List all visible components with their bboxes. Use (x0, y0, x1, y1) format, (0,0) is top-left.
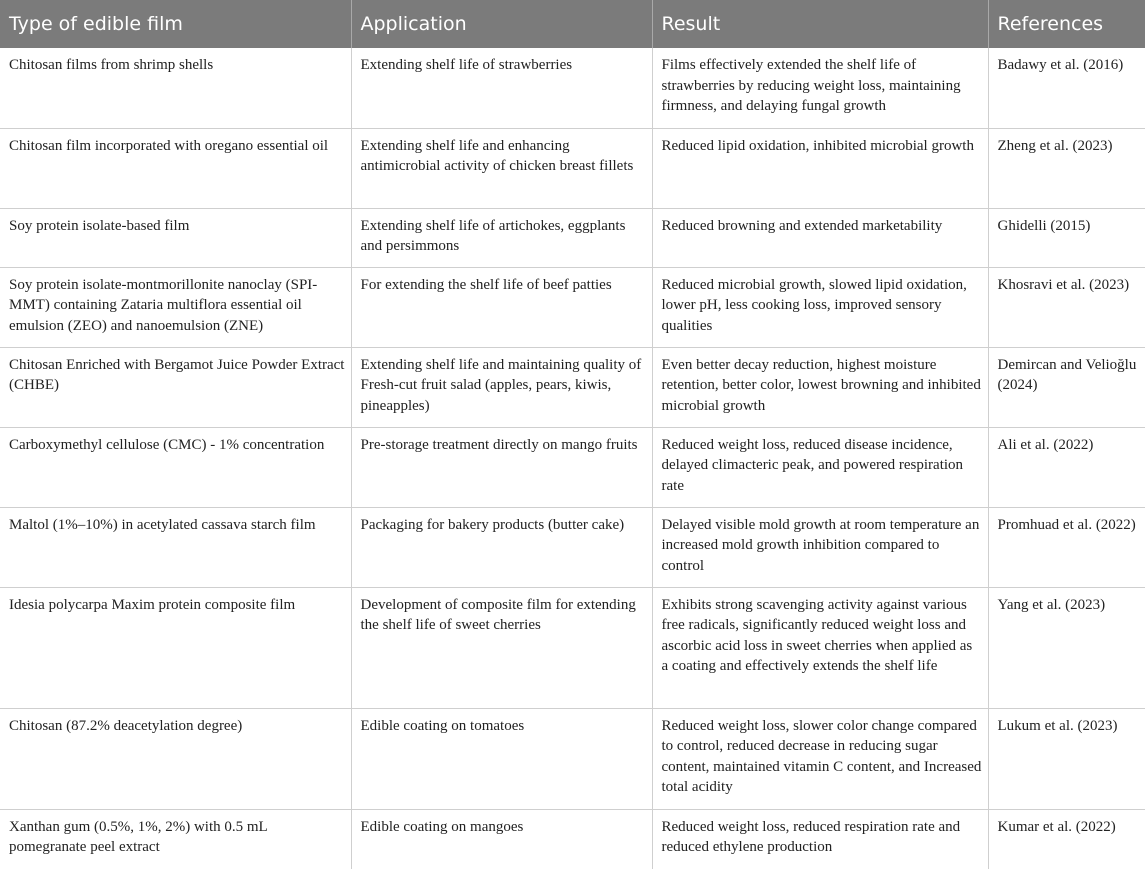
cell-application: Edible coating on mangoes (351, 809, 652, 869)
cell-application: For extending the shelf life of beef patties (351, 267, 652, 347)
cell-type: Maltol (1%–10%) in acetylated cassava starch film (0, 507, 351, 587)
cell-result: Reduced browning and extended marketability (652, 208, 988, 267)
cell-type: Chitosan films from shrimp shells (0, 48, 351, 128)
table-header (0, 0, 1145, 48)
cell-result: Films effectively extended the shelf life of strawberries by reducing weight loss, maintaining firmness, and delaying fungal growth (652, 48, 988, 128)
table-row (0, 507, 1145, 587)
cell-application: Edible coating on tomatoes (351, 708, 652, 809)
cell-type: Chitosan Enriched with Bergamot Juice Powder Extract (CHBE) (0, 347, 351, 427)
table-body (0, 48, 1145, 869)
cell-result: Reduced microbial growth, slowed lipid oxidation, lower pH, less cooking loss, improved sensory qualities (652, 267, 988, 347)
table-row (0, 48, 1145, 128)
cell-application: Pre-storage treatment directly on mango fruits (351, 427, 652, 507)
cell-result: Exhibits strong scavenging activity against various free radicals, significantly reduced weight loss and ascorbic acid loss in sweet cherries when applied as a coating and effectively extends the shelf life (652, 587, 988, 708)
cell-application: Packaging for bakery products (butter cake) (351, 507, 652, 587)
cell-application: Extending shelf life of artichokes, eggplants and persimmons (351, 208, 652, 267)
cell-application: Extending shelf life of strawberries (351, 48, 652, 128)
cell-application: Extending shelf life and maintaining quality of Fresh-cut fruit salad (apples, pears, kiwis, pineapples) (351, 347, 652, 427)
cell-type: Soy protein isolate-montmorillonite nanoclay (SPI-MMT) containing Zataria multiflora essential oil emulsion (ZEO) and nanoemulsion (ZNE) (0, 267, 351, 347)
cell-result: Reduced weight loss, slower color change compared to control, reduced decrease in reducing sugar content, maintained vitamin C content, and Increased total acidity (652, 708, 988, 809)
cell-result: Delayed visible mold growth at room temperature an increased mold growth inhibition compared to control (652, 507, 988, 587)
table-row (0, 587, 1145, 708)
cell-reference: Yang et al. (2023) (988, 587, 1145, 708)
table-row (0, 809, 1145, 869)
table-row (0, 208, 1145, 267)
cell-result: Even better decay reduction, highest moisture retention, better color, lowest browning and inhibited microbial growth (652, 347, 988, 427)
cell-type: Carboxymethyl cellulose (CMC) - 1% concentration (0, 427, 351, 507)
cell-reference: Khosravi et al. (2023) (988, 267, 1145, 347)
table-row (0, 128, 1145, 208)
cell-type: Idesia polycarpa Maxim protein composite film (0, 587, 351, 708)
header-application: Application (351, 0, 652, 48)
cell-type: Chitosan film incorporated with oregano essential oil (0, 128, 351, 208)
cell-result: Reduced weight loss, reduced disease incidence, delayed climacteric peak, and powered respiration rate (652, 427, 988, 507)
table-row (0, 427, 1145, 507)
header-references: References (988, 0, 1145, 48)
table-row (0, 347, 1145, 427)
cell-reference: Lukum et al. (2023) (988, 708, 1145, 809)
header-result: Result (652, 0, 988, 48)
header-type: Type of edible film (0, 0, 351, 48)
header-row (0, 0, 1145, 48)
cell-type: Chitosan (87.2% deacetylation degree) (0, 708, 351, 809)
cell-reference: Promhuad et al. (2022) (988, 507, 1145, 587)
cell-reference: Kumar et al. (2022) (997, 818, 1116, 835)
cell-result: Reduced weight loss, reduced respiration rate and reduced ethylene production (652, 809, 988, 869)
table-row (0, 267, 1145, 347)
cell-reference: Ghidelli (2015) (988, 208, 1145, 267)
cell-reference: Ali et al. (2022) (988, 427, 1145, 507)
cell-reference: Demircan and Velioğlu (2024) (988, 347, 1145, 427)
cell-application: Development of composite film for extending the shelf life of sweet cherries (351, 587, 652, 708)
table-row (0, 708, 1145, 809)
cell-result: Reduced lipid oxidation, inhibited microbial growth (652, 128, 988, 208)
cell-type: Soy protein isolate-based film (0, 208, 351, 267)
cell-reference: Badawy et al. (2016) (988, 48, 1145, 128)
cell-type: Xanthan gum (0.5%, 1%, 2%) with 0.5 mL pomegranate peel extract (0, 809, 351, 869)
cell-application: Extending shelf life and enhancing antimicrobial activity of chicken breast fillets (351, 128, 652, 208)
cell-reference: Zheng et al. (2023) (988, 128, 1145, 208)
